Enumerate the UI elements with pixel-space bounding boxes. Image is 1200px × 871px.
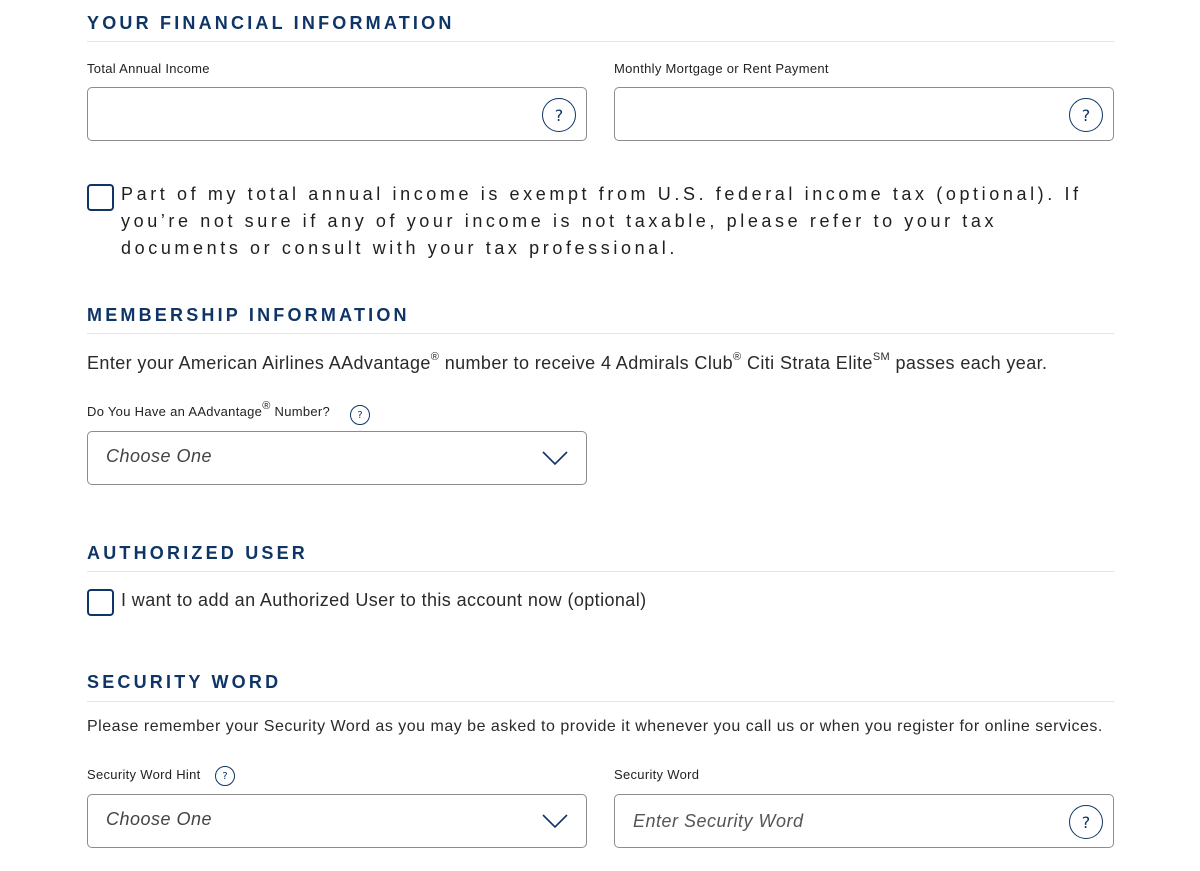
security-hint-help-icon[interactable]: ? [215, 766, 235, 786]
mortgage-label: Monthly Mortgage or Rent Payment [614, 61, 829, 76]
mortgage-help-icon[interactable]: ? [1069, 98, 1103, 132]
annual-income-input[interactable] [88, 88, 586, 140]
financial-section-title: YOUR FINANCIAL INFORMATION [87, 13, 455, 33]
intro-text-4: passes each year. [890, 353, 1048, 373]
authorized-user-checkbox[interactable] [87, 589, 114, 616]
section-divider [87, 571, 1114, 572]
aadvantage-select[interactable] [87, 431, 587, 485]
intro-text-3: Citi Strata Elite [741, 353, 873, 373]
security-word-label: Security Word [614, 767, 700, 782]
registered-mark: ® [430, 351, 440, 363]
service-mark: SM [872, 351, 891, 363]
chevron-down-icon [542, 449, 568, 467]
membership-section-title: MEMBERSHIP INFORMATION [87, 305, 410, 325]
section-divider [87, 333, 1114, 334]
security-description: Please remember your Security Word as you may be asked to provide it whenever you call us or when you register for online services. [87, 718, 1103, 735]
security-section-title: SECURITY WORD [87, 672, 282, 692]
income-field-container [87, 87, 587, 141]
security-hint-label: Security Word Hint [87, 767, 201, 782]
aadvantage-question-label [87, 399, 331, 419]
aadvantage-select-value: Choose One [106, 446, 213, 466]
section-divider [87, 701, 1114, 702]
aadvantage-help-icon[interactable]: ? [350, 405, 370, 425]
question-text-2: Number? [270, 404, 331, 419]
chevron-down-icon [542, 812, 568, 830]
security-word-field-container [614, 794, 1114, 848]
intro-text-2: number to receive 4 Admirals Club [439, 353, 734, 373]
security-hint-select[interactable] [87, 794, 587, 848]
income-label: Total Annual Income [87, 61, 210, 76]
membership-intro [87, 353, 1047, 374]
registered-mark: ® [733, 351, 742, 363]
security-word-input[interactable] [615, 795, 1113, 847]
authorized-user-section-title: AUTHORIZED USER [87, 543, 309, 563]
section-divider [87, 41, 1114, 42]
mortgage-payment-input[interactable] [615, 88, 1113, 140]
security-hint-select-value: Choose One [106, 809, 213, 829]
mortgage-field-container [614, 87, 1114, 141]
intro-text-1: Enter your American Airlines AAdvantage [87, 353, 431, 373]
tax-exempt-label: Part of my total annual income is exempt from U.S. federal income tax (optional). If you’re not sure if any of your income is not taxable, please refer to your tax documents or consult with your tax professional. [121, 184, 1082, 258]
authorized-user-label: I want to add an Authorized User to this account now (optional) [121, 590, 647, 610]
security-word-help-icon[interactable]: ? [1069, 805, 1103, 839]
question-text-1: Do You Have an AAdvantage [87, 404, 263, 419]
tax-exempt-checkbox[interactable] [87, 184, 114, 211]
registered-mark: ® [262, 399, 271, 412]
income-help-icon[interactable]: ? [542, 98, 576, 132]
